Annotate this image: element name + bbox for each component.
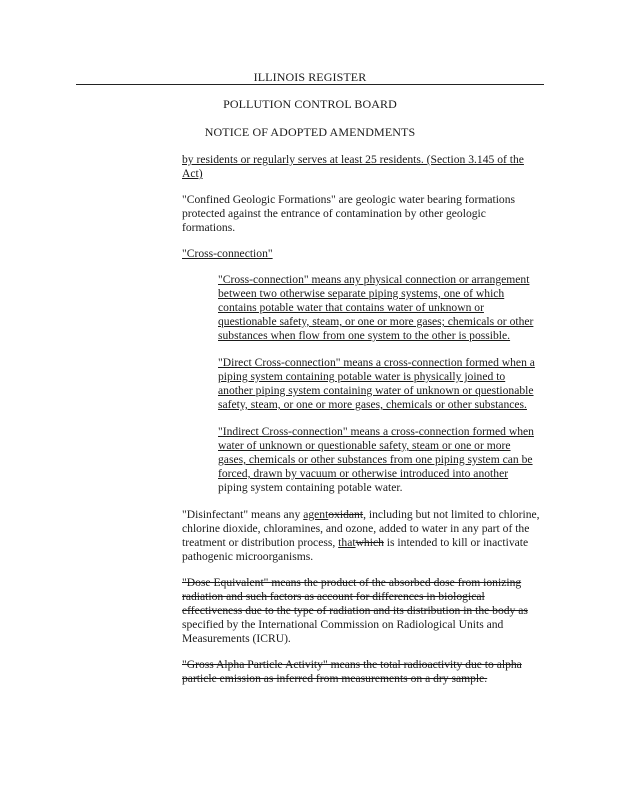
deleted-text: "Dose Equivalent" means the product of the absorbed dose from ionizing radiation and such factors as account for differences in biological effectiveness due to the type of radiation and its distribution in the body as [182, 576, 528, 617]
plain-text: specified by the International Commission on Radiological Units and Measurements (ICRU). [182, 618, 504, 645]
paragraph-residents [182, 153, 540, 181]
inserted-text: "Cross-connection" [182, 247, 273, 260]
notice-title: NOTICE OF ADOPTED AMENDMENTS [204, 125, 416, 139]
deleted-text: which [355, 536, 384, 549]
paragraph-indirect-cross-connection [218, 425, 540, 495]
deleted-text: oxidant [328, 508, 364, 521]
inserted-text: "Cross-connection" means any physical connection or arrangement between two otherwise separate piping systems, one of which contains potable water that contains water of unknown or questionable safety, steam, or one or more gases; chemicals or other substances when flow from one system to the other is possible. [218, 273, 534, 342]
plain-text: piping system containing potable water. [218, 481, 403, 494]
paragraph-disinfectant [182, 508, 540, 564]
paragraph-direct-cross-connection [218, 356, 540, 412]
paragraph-gross-alpha [182, 658, 540, 686]
plain-text: is intended to kill or inactivate pathogenic microorganisms. [182, 536, 529, 563]
deleted-text: "Gross Alpha Particle Activity" means the total radioactivity due to alpha particle emission as inferred from measurements on a dry sample. [182, 658, 522, 685]
register-title: ILLINOIS REGISTER [76, 70, 544, 85]
plain-text: , including but not limited to chlorine, chlorine dioxide, chloramines, and ozone, added to water in any part of the treatment or distribution process, [182, 508, 540, 549]
paragraph-confined-geologic [182, 193, 540, 235]
paragraph-cross-connection-definition [218, 273, 540, 343]
inserted-text: by residents or regularly serves at least 25 residents. (Section 3.145 of the Act) [182, 153, 524, 180]
paragraph-cross-connection-heading [182, 247, 540, 261]
inserted-text: that [338, 536, 356, 549]
board-title: POLLUTION CONTROL BOARD [223, 97, 397, 111]
plain-text: "Confined Geologic Formations" are geologic water bearing formations protected against the entrance of contamination by other geologic formations. [182, 193, 516, 234]
inserted-text: "Indirect Cross-connection" means a cross-connection formed when water of unknown or questionable safety, steam or one or more gases, chemicals or other substances from one piping system can be forced, drawn by vacuum or otherwise introduced into another [218, 425, 534, 480]
inserted-text: agent [303, 508, 329, 521]
inserted-text: "Direct Cross-connection" means a cross-connection formed when a piping system containing potable water is physically joined to another piping system containing water of unknown or questionable safety, steam, or one or more gases, chemicals or other substances. [218, 356, 535, 411]
paragraph-dose-equivalent [182, 576, 540, 646]
plain-text: "Disinfectant" means any [182, 508, 304, 521]
document-body [182, 153, 540, 698]
